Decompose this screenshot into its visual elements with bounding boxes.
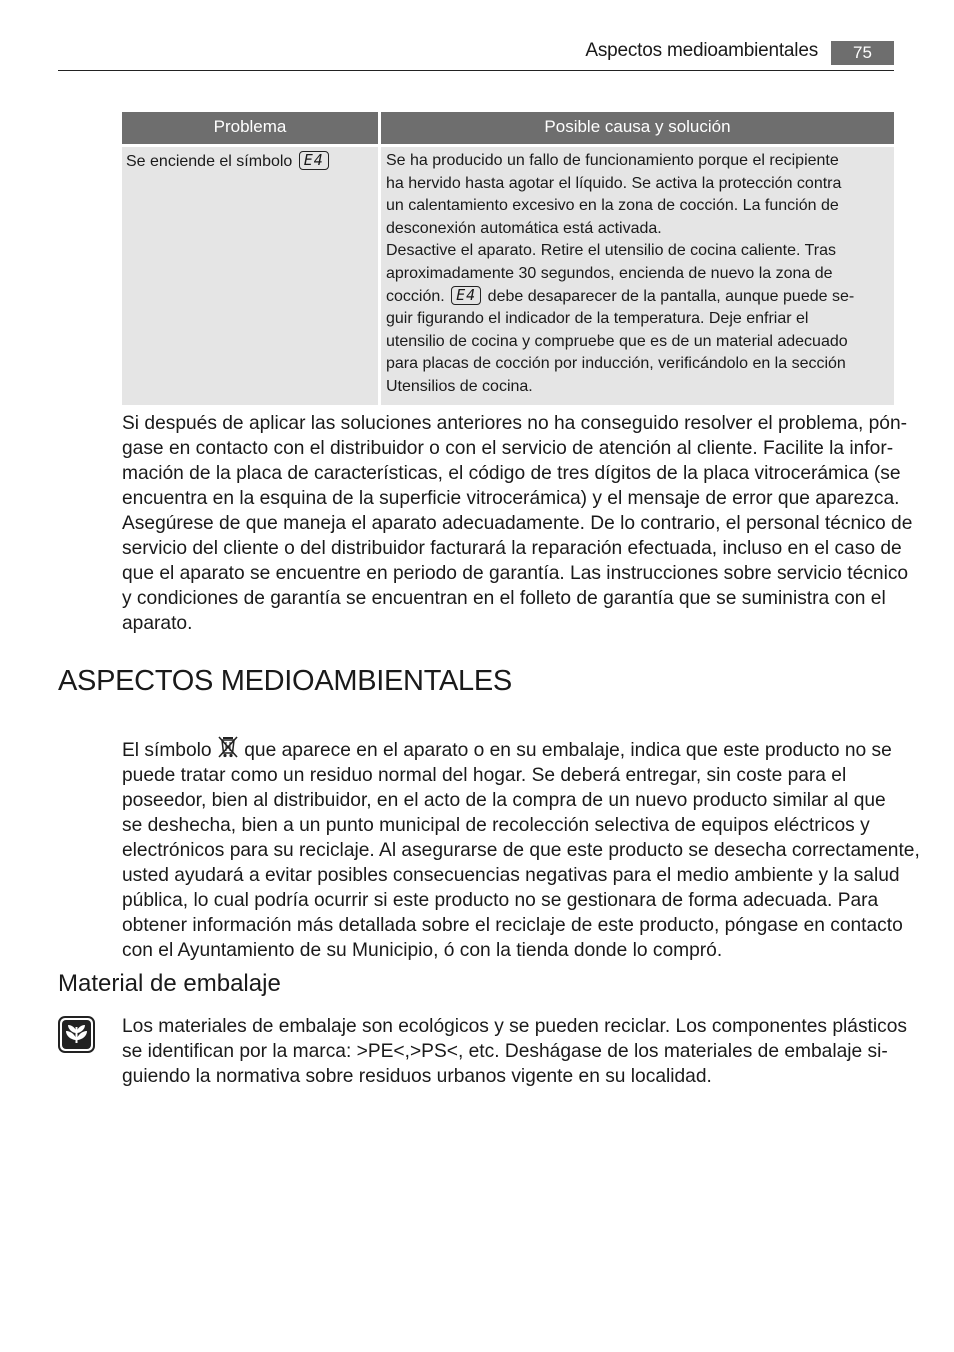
service-paragraph xyxy=(122,411,913,636)
paragraph-line: aparato. xyxy=(122,613,193,634)
paragraph-line: Si después de aplicar las soluciones anteriores no ha conseguido resolver el problema, pón- xyxy=(122,413,908,434)
solution-line: aproximadamente 30 segundos, encienda de nuevo la zona de xyxy=(386,264,833,282)
paragraph-line: poseedor, bien al distribuidor, en el acto de la compra de un nuevo producto similar al que xyxy=(122,790,886,811)
env-line-prefix: El símbolo xyxy=(122,740,212,761)
solution-line: Utensilios de cocina. xyxy=(386,377,533,395)
paragraph-line: gase en contacto con el distribuidor o con el servicio de atención al cliente. Facilite la infor- xyxy=(122,438,894,459)
table-cell-solution xyxy=(381,147,894,405)
paragraph-line: guiendo la normativa sobre residuos urbanos vigente en su localidad. xyxy=(122,1066,712,1087)
problem-text: Se enciende el símbolo xyxy=(126,153,293,170)
section-heading: ASPECTOS MEDIOAMBIENTALES xyxy=(58,665,512,697)
paragraph-line: puede tratar como un residuo normal del hogar. Se deberá entregar, sin coste para el xyxy=(122,765,847,786)
solution-line: Desactive el aparato. Retire el utensilio de cocina caliente. Tras xyxy=(386,242,837,260)
paragraph-line-with-symbol xyxy=(122,735,897,763)
paragraph-line: Asegúrese de que maneja el aparato adecuadamente. De lo contrario, el personal técnico de xyxy=(122,513,913,534)
environment-paragraph xyxy=(122,735,920,963)
packaging-paragraph xyxy=(122,1014,908,1089)
paragraph-line: pública, lo cual podría ocurrir si este producto no se gestionara de forma adecuada. Para xyxy=(122,890,879,911)
paragraph-line: mación de la placa de características, el código de tres dígitos de la placa vitrocerámica (se xyxy=(122,463,901,484)
paragraph-line: obtener información más detallada sobre el reciclaje de este producto, póngase en contacto xyxy=(122,915,903,936)
solution-line: para placas de cocción por inducción, verificándolo en la sección xyxy=(386,355,846,373)
crossed-out-bin-icon xyxy=(217,735,239,759)
solution-code-suffix: debe desaparecer de la pantalla, aunque puede se- xyxy=(487,287,855,305)
paragraph-line: se identifican por la marca: >PE<,>PS<, etc. Deshágase de los materiales de embalaje si- xyxy=(122,1041,888,1062)
solution-line: Se ha producido un fallo de funcionamiento porque el recipiente xyxy=(386,152,839,169)
header-rule xyxy=(58,70,894,71)
env-line-suffix: que aparece en el aparato o en su embalaje, indica que este producto no se xyxy=(244,740,892,761)
solution-line: utensilio de cocina y compruebe que es de un material adecuado xyxy=(386,332,848,350)
subheading-packaging: Material de embalaje xyxy=(58,970,281,997)
e4-display-symbol: E4 xyxy=(299,151,329,170)
paragraph-line: usted ayudará a evitar posibles consecuencias negativas para el medio ambiente y la salud xyxy=(122,865,900,886)
page-number: 75 xyxy=(831,41,894,65)
paragraph-line: y condiciones de garantía se encuentran en el folleto de garantía que se suministra con el xyxy=(122,588,886,609)
paragraph-line: que el aparato se encuentre en periodo de garantía. Las instrucciones sobre servicio técnico xyxy=(122,563,909,584)
paragraph-line: Los materiales de embalaje son ecológicos y se pueden reciclar. Los componentes plásticos xyxy=(122,1016,908,1037)
e4-display-symbol: E4 xyxy=(451,286,481,305)
solution-line: guir figurando el indicador de la temperatura. Deje enfriar el xyxy=(386,310,809,328)
solution-line-with-symbol xyxy=(386,286,890,309)
solution-line: un calentamiento excesivo en la zona de cocción. La función de xyxy=(386,197,839,215)
paragraph-line: con el Ayuntamiento de su Municipio, ó con la tienda donde lo compró. xyxy=(122,940,723,961)
environment-leaf-icon xyxy=(58,1016,95,1053)
paragraph-line: encuentra en la esquina de la superficie vitrocerámica) y el mensaje de error que aparezca. xyxy=(122,488,900,509)
running-header-title: Aspectos medioambientales xyxy=(585,40,818,61)
paragraph-line: servicio del cliente o del distribuidor facturará la reparación efectuada, incluso en el caso de xyxy=(122,538,902,559)
solution-code-prefix: cocción. xyxy=(386,287,445,305)
paragraph-line: se deshecha, bien a un punto municipal de recolección selectiva de equipos eléctricos y xyxy=(122,815,870,836)
paragraph-line: electrónicos para su reciclaje. Al asegurarse de que este producto se desecha correctamente, xyxy=(122,840,920,861)
table-header-solution: Posible causa y solución xyxy=(381,112,894,144)
solution-line: ha hervido hasta agotar el líquido. Se activa la protección contra xyxy=(386,174,842,192)
solution-line: desconexión automática está activada. xyxy=(386,219,662,237)
table-cell-problem xyxy=(122,147,378,405)
table-header-problem: Problema xyxy=(122,112,378,144)
